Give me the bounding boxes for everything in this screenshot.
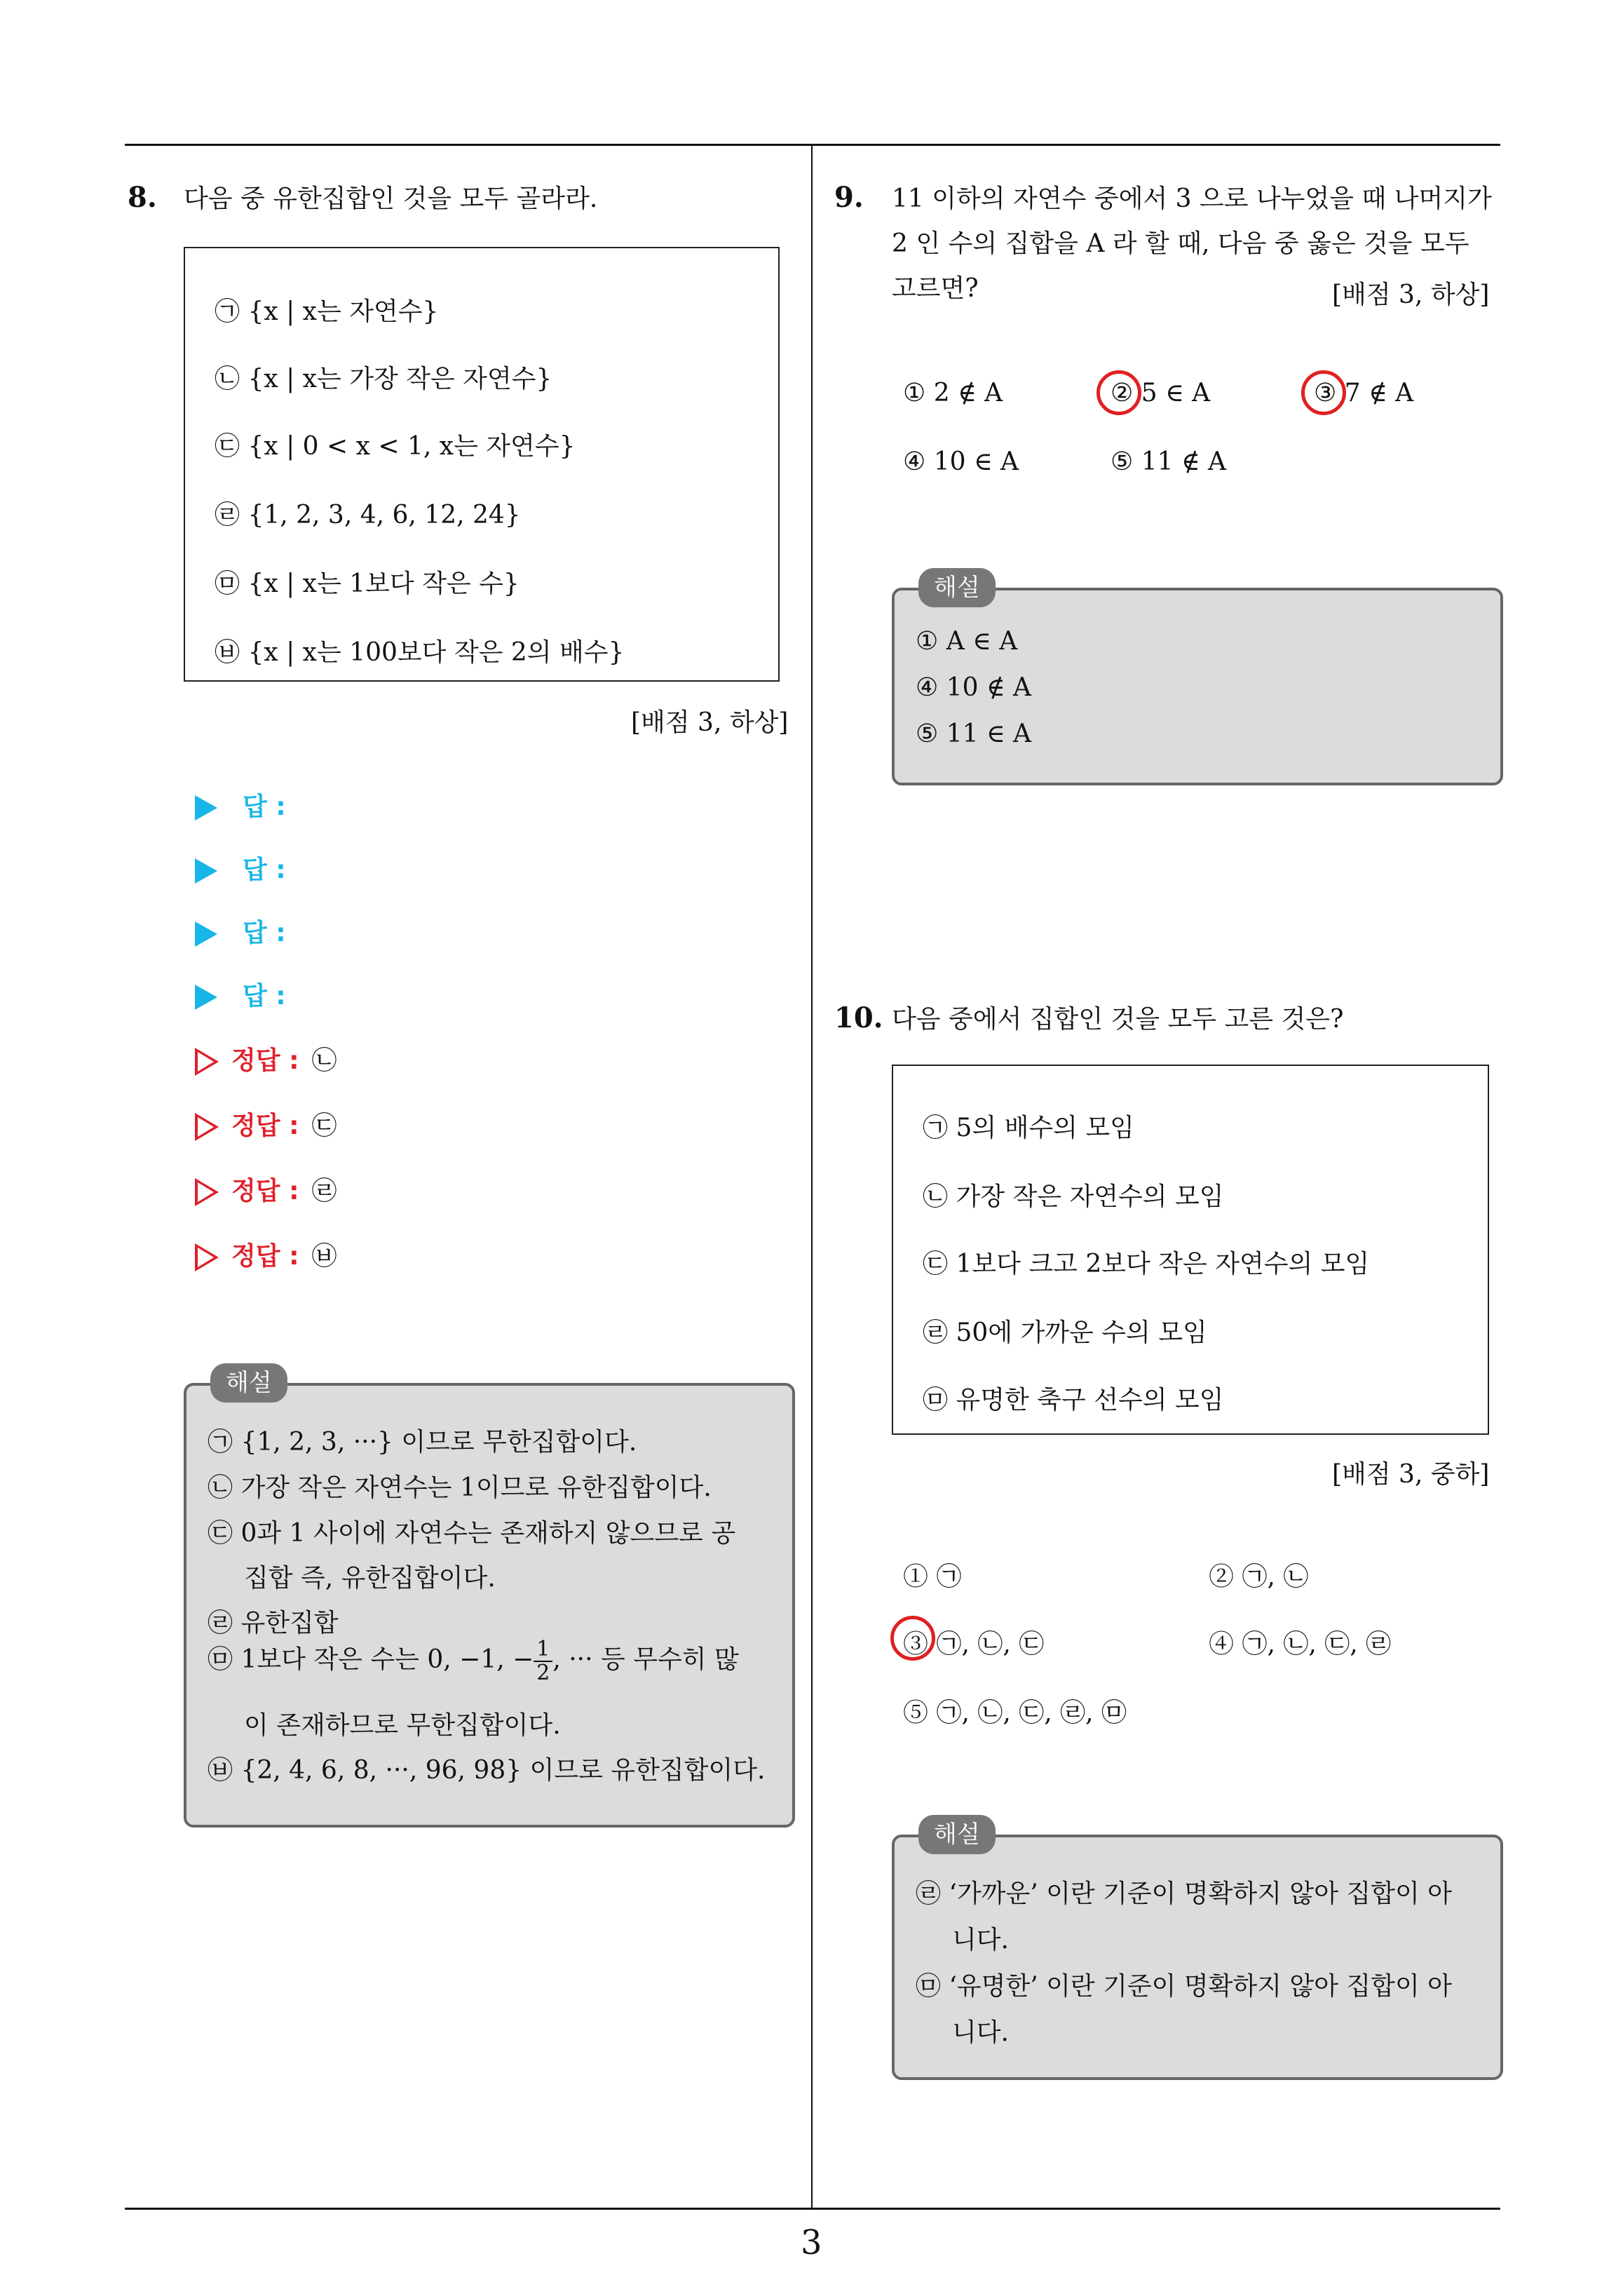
answer-label: 답 : xyxy=(243,856,286,884)
q10-item-4: ㉣ 50에 가까운 수의 모임 xyxy=(923,1318,1207,1347)
fraction xyxy=(534,1638,552,1684)
q9-option-4[interactable]: ④ 10 ∈ A xyxy=(903,447,1019,476)
outline-triangle-icon xyxy=(195,1048,219,1076)
q10-explanation-panel xyxy=(892,1835,1503,2080)
q8-answer-line-3 xyxy=(195,913,286,949)
play-triangle-icon xyxy=(195,795,217,821)
q8-explain-line xyxy=(208,1638,739,1684)
play-triangle-icon xyxy=(195,921,217,947)
q10-question-text: 다음 중에서 집합인 것을 모두 고른 것은? xyxy=(892,1005,1344,1034)
q8-explain-line: ㉢ 0과 1 사이에 자연수는 존재하지 않으므로 공 xyxy=(208,1519,736,1548)
outline-triangle-icon xyxy=(195,1243,219,1271)
q8-explain-line: ㉥ {2, 4, 6, 8, ···, 96, 98} 이므로 유한집합이다. xyxy=(208,1756,766,1785)
q10-option-1[interactable]: ① ㉠ xyxy=(903,1562,962,1591)
q8-explain-line: ㉡ 가장 작은 자연수는 1이므로 유한집합이다. xyxy=(208,1473,712,1502)
q8-item-5: ㉤ {x | x는 1보다 작은 수} xyxy=(215,569,520,598)
q9-option-2[interactable]: ② 5 ∈ A xyxy=(1111,379,1211,407)
q8-explain-line: 집합 즉, 유한집합이다. xyxy=(244,1564,496,1593)
q10-explain-line: 니다. xyxy=(952,1926,1009,1954)
answer-label: 답 : xyxy=(243,982,286,1011)
q10-option-2[interactable]: ② ㉠, ㉡ xyxy=(1209,1562,1309,1591)
q8-explain-line: ㉣ 유한집합 xyxy=(208,1609,339,1637)
q9-explanation-tag: 해설 xyxy=(918,568,996,607)
q8-explain-text: , ··· 등 무수히 많 xyxy=(552,1645,739,1674)
correct-value: ㉥ xyxy=(311,1242,337,1271)
q10-item-5: ㉤ 유명한 축구 선수의 모임 xyxy=(923,1386,1224,1414)
play-triangle-icon xyxy=(195,858,217,884)
q9-option-1[interactable]: ① 2 ∉ A xyxy=(903,379,1003,407)
outline-triangle-icon xyxy=(195,1178,219,1206)
q8-answer-line-2 xyxy=(195,850,286,886)
correct-label: 정답 : xyxy=(231,1112,299,1140)
answer-label: 답 : xyxy=(243,919,286,947)
q10-option-4[interactable]: ④ ㉠, ㉡, ㉢, ㉣ xyxy=(1209,1630,1392,1659)
top-rule xyxy=(125,144,1500,146)
q10-item-1: ㉠ 5의 배수의 모임 xyxy=(923,1114,1134,1142)
q9-selected-mark-2 xyxy=(1096,370,1141,415)
correct-label: 정답 : xyxy=(231,1177,299,1206)
q10-explain-line: ㉣ ‘가까운’ 이란 기준이 명확하지 않아 집합이 아 xyxy=(916,1879,1452,1908)
q8-item-6: ㉥ {x | x는 100보다 작은 2의 배수} xyxy=(215,638,625,667)
q9-option-5[interactable]: ⑤ 11 ∉ A xyxy=(1111,447,1227,476)
q8-correct-line-3 xyxy=(195,1171,337,1207)
q10-explain-line: ㉤ ‘유명한’ 이란 기준이 명확하지 않아 집합이 아 xyxy=(916,1972,1452,2001)
correct-value: ㉣ xyxy=(311,1177,337,1206)
q8-explain-line: ㉠ {1, 2, 3, ···} 이므로 무한집합이다. xyxy=(208,1428,637,1457)
q10-option-5[interactable]: ⑤ ㉠, ㉡, ㉢, ㉣, ㉤ xyxy=(903,1699,1127,1727)
fraction-denominator: 2 xyxy=(536,1661,550,1685)
q8-explanation-panel xyxy=(184,1383,795,1828)
q8-explain-line: 이 존재하므로 무한집합이다. xyxy=(244,1711,561,1740)
play-triangle-icon xyxy=(195,985,217,1010)
q9-explain-line: ⑤ 11 ∈ A xyxy=(916,720,1032,748)
column-divider xyxy=(811,144,813,2209)
q9-question-line-3: 고르면? xyxy=(892,274,979,303)
q10-option-3[interactable]: ③ ㉠, ㉡, ㉢ xyxy=(903,1630,1045,1659)
q8-items-box xyxy=(184,247,780,682)
correct-value: ㉢ xyxy=(311,1112,337,1140)
q9-number: 9. xyxy=(834,181,864,214)
q10-items-box xyxy=(892,1065,1489,1435)
q8-correct-line-2 xyxy=(195,1106,337,1142)
q10-score: [배점 3, 중하] xyxy=(1332,1460,1490,1489)
q10-item-2: ㉡ 가장 작은 자연수의 모임 xyxy=(923,1182,1224,1211)
q8-item-2: ㉡ {x | x는 가장 작은 자연수} xyxy=(215,365,552,393)
fraction-numerator: 1 xyxy=(534,1638,552,1662)
q9-option-3[interactable]: ③ 7 ∉ A xyxy=(1314,379,1414,407)
bottom-rule xyxy=(125,2208,1500,2210)
q8-item-3: ㉢ {x | 0 < x < 1, x는 자연수} xyxy=(215,432,576,461)
correct-label: 정답 : xyxy=(231,1046,299,1075)
q10-selected-mark-3 xyxy=(890,1616,935,1661)
q8-answer-line-1 xyxy=(195,787,286,823)
outline-triangle-icon xyxy=(195,1113,219,1141)
q9-explain-line: ④ 10 ∉ A xyxy=(916,673,1032,702)
q8-correct-line-4 xyxy=(195,1236,337,1272)
q10-explanation-tag: 해설 xyxy=(918,1815,996,1854)
q8-question-text: 다음 중 유한집합인 것을 모두 골라라. xyxy=(184,184,598,213)
q8-correct-line-1 xyxy=(195,1041,337,1076)
q9-question-line-2: 2 인 수의 집합을 A 라 할 때, 다음 중 옳은 것을 모두 xyxy=(892,229,1469,258)
answer-label: 답 : xyxy=(243,792,286,821)
correct-label: 정답 : xyxy=(231,1242,299,1271)
q9-selected-mark-3 xyxy=(1301,370,1346,415)
q8-item-4: ㉣ {1, 2, 3, 4, 6, 12, 24} xyxy=(215,501,521,529)
q8-score: [배점 3, 하상] xyxy=(631,708,789,737)
correct-value: ㉡ xyxy=(311,1046,337,1075)
q9-explanation-panel xyxy=(892,588,1503,785)
q8-explanation-tag: 해설 xyxy=(210,1363,287,1403)
q10-number: 10. xyxy=(834,1001,883,1034)
q8-number: 8. xyxy=(128,181,157,214)
page-number: 3 xyxy=(801,2223,822,2262)
q8-answer-line-4 xyxy=(195,976,286,1012)
q10-explain-line: 니다. xyxy=(952,2018,1009,2047)
q8-explain-text: ㉤ 1보다 작은 수는 0, −1, − xyxy=(208,1645,534,1674)
q9-score: [배점 3, 하상] xyxy=(1332,281,1490,309)
q8-item-1: ㉠ {x | x는 자연수} xyxy=(215,297,439,326)
q9-explain-line: ① A ∈ A xyxy=(916,627,1018,656)
q10-item-3: ㉢ 1보다 크고 2보다 작은 자연수의 모임 xyxy=(923,1250,1370,1278)
q9-question-line-1: 11 이하의 자연수 중에서 3 으로 나누었을 때 나머지가 xyxy=(892,184,1492,213)
